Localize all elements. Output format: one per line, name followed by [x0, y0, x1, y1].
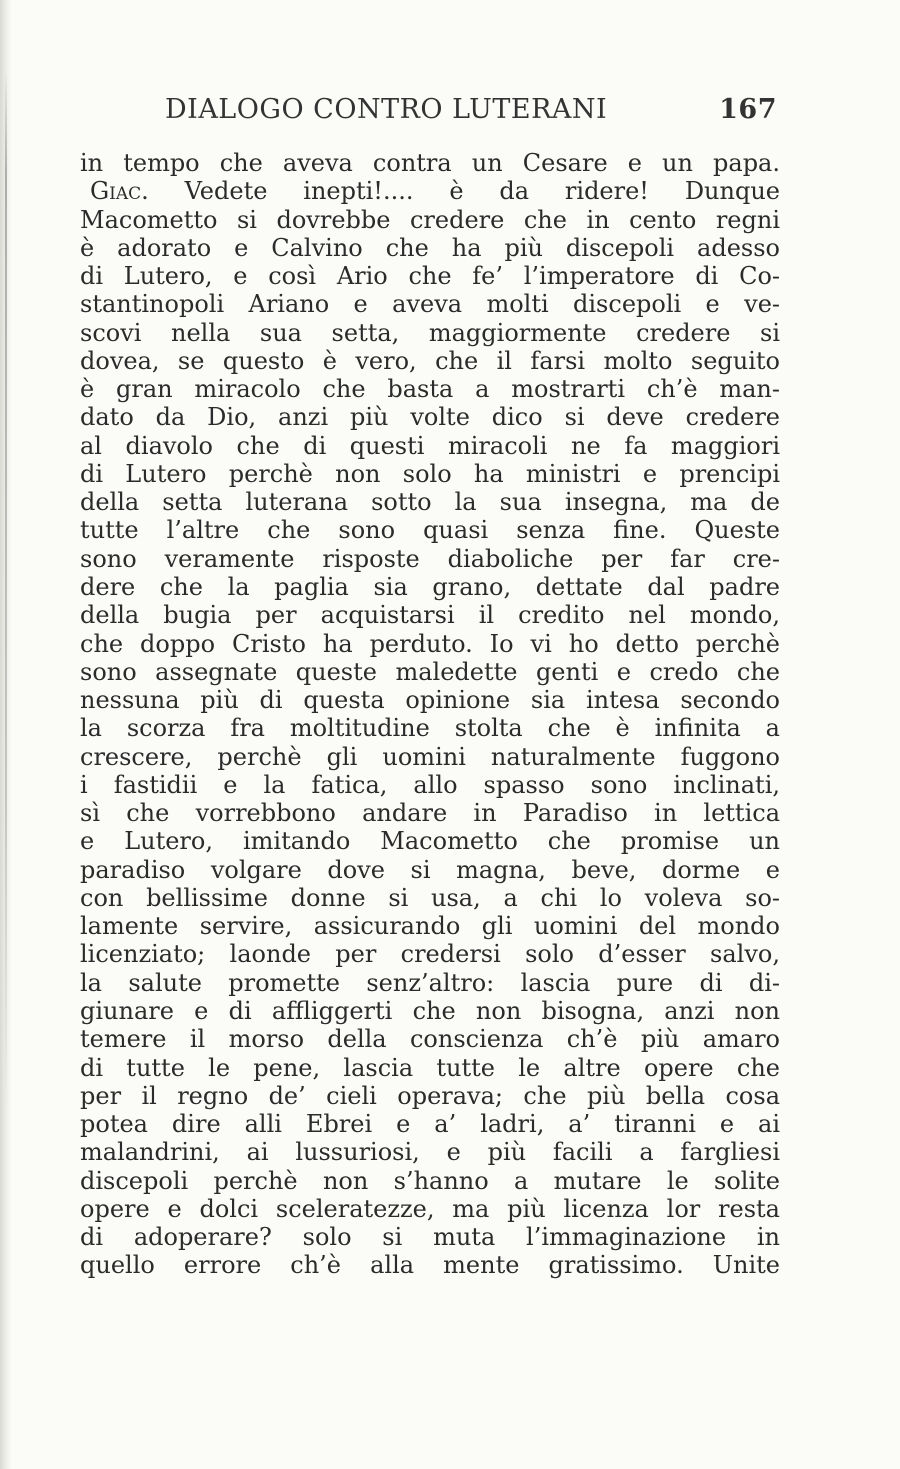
text-line: della bugia per acquistarsi il credito nel mondo, [80, 601, 780, 630]
running-head [165, 94, 777, 128]
running-title: DIALOGO CONTRO LUTERANI [165, 94, 608, 125]
text-line: Macometto si dovrebbe credere che in cento regni [80, 205, 780, 234]
text-line: tutte l’altre che sono quasi senza fine. Queste [80, 516, 780, 545]
text-line: sì che vorrebbono andare in Paradiso in lettica [80, 799, 780, 828]
text-line: di Lutero, e così Ario che fe’ l’imperatore di Co- [80, 262, 780, 291]
body-text [80, 149, 780, 1280]
text-line: scovi nella sua setta, maggiormente credere si [80, 318, 780, 347]
text-line: temere il morso della conscienza ch’è più amaro [80, 1025, 780, 1054]
text-line: è gran miracolo che basta a mostrarti ch’è man- [80, 375, 780, 404]
text-line: di tutte le pene, lascia tutte le altre opere che [80, 1053, 780, 1082]
text-line: i fastidii e la fatica, allo spasso sono inclinati, [80, 770, 780, 799]
text-line: dere che la paglia sia grano, dettate dal padre [80, 572, 780, 601]
text-line: potea dire alli Ebrei e a’ ladri, a’ tiranni e ai [80, 1110, 780, 1139]
text-line: lamente servire, assicurando gli uomini del mondo [80, 912, 780, 941]
text-line: stantinopoli Ariano e aveva molti discepoli e ve- [80, 290, 780, 319]
text-line: paradiso volgare dove si magna, beve, dorme e [80, 855, 780, 884]
text-line: di adoperare? solo si muta l’immaginazione in [80, 1223, 780, 1252]
text-line: della setta luterana sotto la sua insegna, ma de [80, 488, 780, 517]
text-line: Giac. Vedete inepti!.... è da ridere! Dunque [90, 177, 780, 206]
text-line: per il regno de’ cieli operava; che più bella cosa [80, 1081, 780, 1110]
text-line: e Lutero, imitando Macometto che promise un [80, 827, 780, 856]
text-line: discepoli perchè non s’hanno a mutare le solite [80, 1166, 780, 1195]
text-line: di Lutero perchè non solo ha ministri e prencipi [80, 459, 780, 488]
text-line: sono assegnate queste maledette genti e credo che [80, 657, 780, 686]
text-line: crescere, perchè gli uomini naturalmente fuggono [80, 742, 780, 771]
page-number: 167 [719, 94, 777, 125]
text-line: che doppo Cristo ha perduto. Io vi ho detto perchè [80, 629, 780, 658]
speaker-label: Giac. [90, 177, 149, 206]
text-line: con bellissime donne si usa, a chi lo voleva so- [80, 883, 780, 912]
text-line: è adorato e Calvino che ha più discepoli adesso [80, 233, 780, 262]
text-line: dovea, se questo è vero, che il farsi molto seguito [80, 346, 780, 375]
text-line: dato da Dio, anzi più volte dico si deve credere [80, 403, 780, 432]
text-line: la salute promette senz’altro: lascia pure di di- [80, 968, 780, 997]
text-line: quello errore ch’è alla mente gratissimo. Unite [80, 1251, 780, 1280]
text-line: giunare e di affliggerti che non bisogna, anzi non [80, 996, 780, 1025]
text-line: malandrini, ai lussuriosi, e più facili a fargliesi [80, 1138, 780, 1167]
text-line: opere e dolci sceleratezze, ma più licenza lor resta [80, 1194, 780, 1223]
text-line: nessuna più di questa opinione sia intesa secondo [80, 686, 780, 715]
text-line: in tempo che aveva contra un Cesare e un papa. [80, 149, 780, 177]
text-line: al diavolo che di questi miracoli ne fa maggiori [80, 431, 780, 460]
text-line: sono veramente risposte diaboliche per far cre- [80, 544, 780, 573]
text-line: licenziato; laonde per credersi solo d’esser salvo, [80, 940, 780, 969]
text-line: la scorza fra moltitudine stolta che è infinita a [80, 714, 780, 743]
